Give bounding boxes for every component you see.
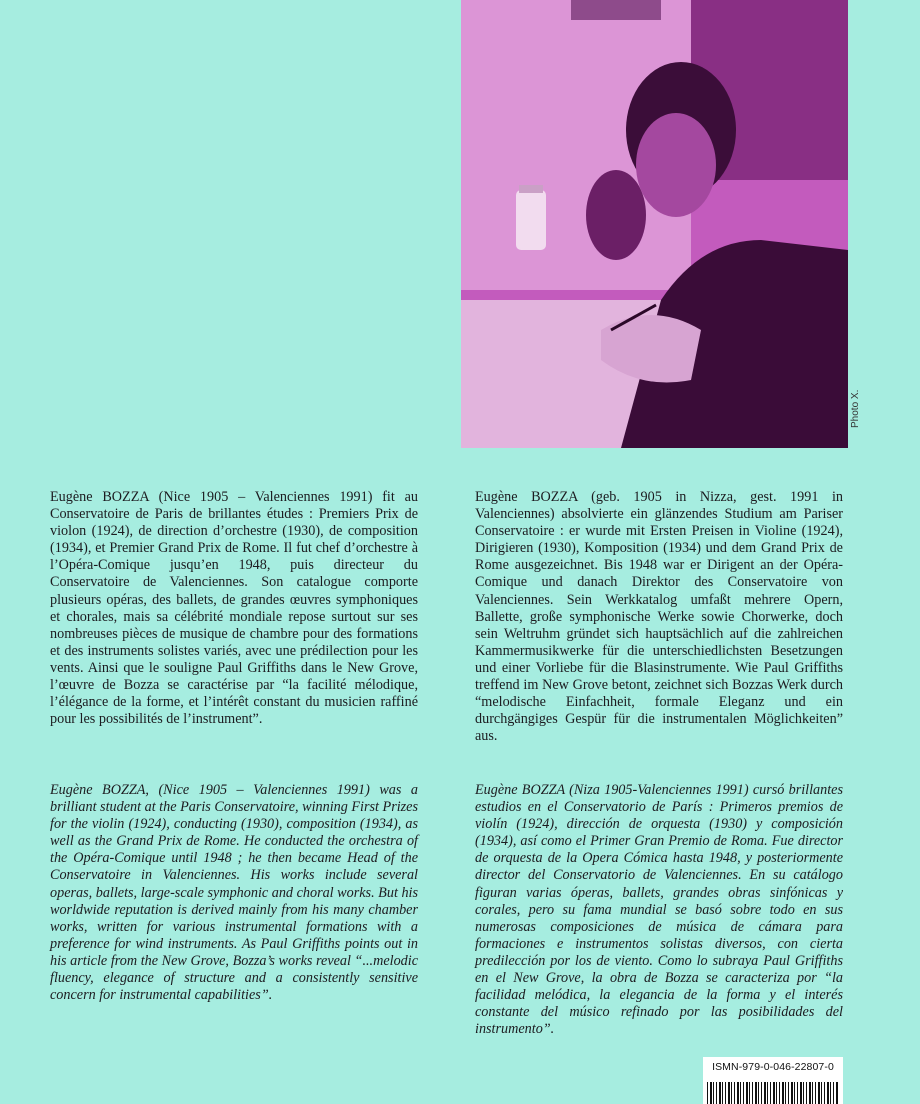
biography-english-text: Eugène BOZZA, (Nice 1905 – Valenciennes 1991) was a brilliant student at the Paris Conservatoire, winning First Prizes for the violin (1924), conducting (1930), composition (1934), as well as the Grand Prix de Rome. He conducted the orchestra of the Opéra-Comique until 1948 ; he then became Head of the Conservatoire in Valenciennes. His works include several operas, ballets, large-scale symphonic and choral works. But his worldwide reputation is derived mainly from his many chamber works, written for various instrumental formations with a preference for wind instruments. As Paul Griffiths points out in his article from the New Grove, Bozza’s works reveal “...melodic fluency, elegance of structure and a consistently sensitive concern for instrumental capabilities”. — [50, 782, 418, 1004]
biography-english — [50, 782, 418, 1004]
ismn-barcode — [703, 1057, 843, 1104]
biography-french-text: Eugène BOZZA (Nice 1905 – Valenciennes 1991) fit au Conservatoire de Paris de brillantes études : Premiers Prix de violon (1924), de direction d’orchestre (1930), de composition (1934), et Premier Grand Prix de Rome. Il fut chef d’orchestre à l’Opéra-Comique jusqu’en 1948, puis directeur du Conservatoire de Valenciennes. Son catalogue comporte plusieurs opéras, des ballets, de grandes œuvres symphoniques et chorales, mais sa célébrité mondiale repose surtout sur ses nombreuses pièces de musique de chambre pour des formations et des instruments solistes variés, avec une prédilection pour les vents. Ainsi que le souligne Paul Griffiths dans le New Grove, l’œuvre de Bozza se caractérise par “la facilité mélodique, l’élégance de la forme, et l’intérêt constant du musicien raffiné pour les possibilités de l’instrument”. — [50, 489, 418, 728]
biography-spanish-text: Eugène BOZZA (Niza 1905-Valenciennes 1991) cursó brillantes estudios en el Conservatorio de París : Primeros premios de violín (1924), dirección de orquesta (1930) y composición (1934), así como el Primer Gran Premio de Roma. Fue director de orquesta de la Opera Cómica hasta 1948, y posteriormente director del Conservatorio de Valenciennes. En su catálogo figuran varias óperas, ballets, grandes obras sinfónicas y corales, pero su fama mundial se basó sobre todo en sus numerosas composiciones de música de cámara para formaciones e instrumentos solistas diversos, con cierta predilección por los de viento. Como lo subraya Paul Griffiths en el New Grove, la obra de Bozza se caracteriza por “la facilidad melódica, la elegancia de la forma y el interés constante del músico refinado por las posibilidades del instrumento”. — [475, 782, 843, 1038]
biography-german — [475, 489, 843, 745]
biography-spanish — [475, 782, 843, 1038]
composer-photo — [461, 0, 848, 448]
photo-credit-text: Photo X. — [850, 389, 861, 428]
barcode-bars — [707, 1082, 839, 1104]
ismn-number: ISMN-979-0-046-22807-0 — [712, 1061, 834, 1073]
biography-german-text: Eugène BOZZA (geb. 1905 in Nizza, gest. 1991 in Valenciennes) absolvierte ein glänzendes Studium am Pariser Conservatoire : er wurde mit Ersten Preisen in Violine (1924), Dirigieren (1930), Komposition (1934) und dem Grand Prix de Rome ausgezeichnet. Bis 1948 war er Dirigent an der Opéra-Comique und danach Direktor des Conservatoire von Valenciennes. Sein Werkkatalog umfaßt mehrere Opern, Ballette, große symphonische Werke sowie Chorwerke, doch sein Weltruhm gründet sich hauptsächlich auf die zahlreichen Kammermusikwerke für die unterschiedlichsten Besetzungen und einer Vorliebe für die Blasinstrumente. Wie Paul Griffiths treffend im New Grove betont, zeichnet sich Bozzas Werk durch “melodische Einfachheit, formale Eleganz und ein durchgängiges Gespür für die instrumentalen Möglichkeiten” aus. — [475, 489, 843, 745]
photo-credit — [850, 389, 890, 450]
biography-french — [50, 489, 418, 728]
composer-photo-illustration — [461, 0, 848, 448]
